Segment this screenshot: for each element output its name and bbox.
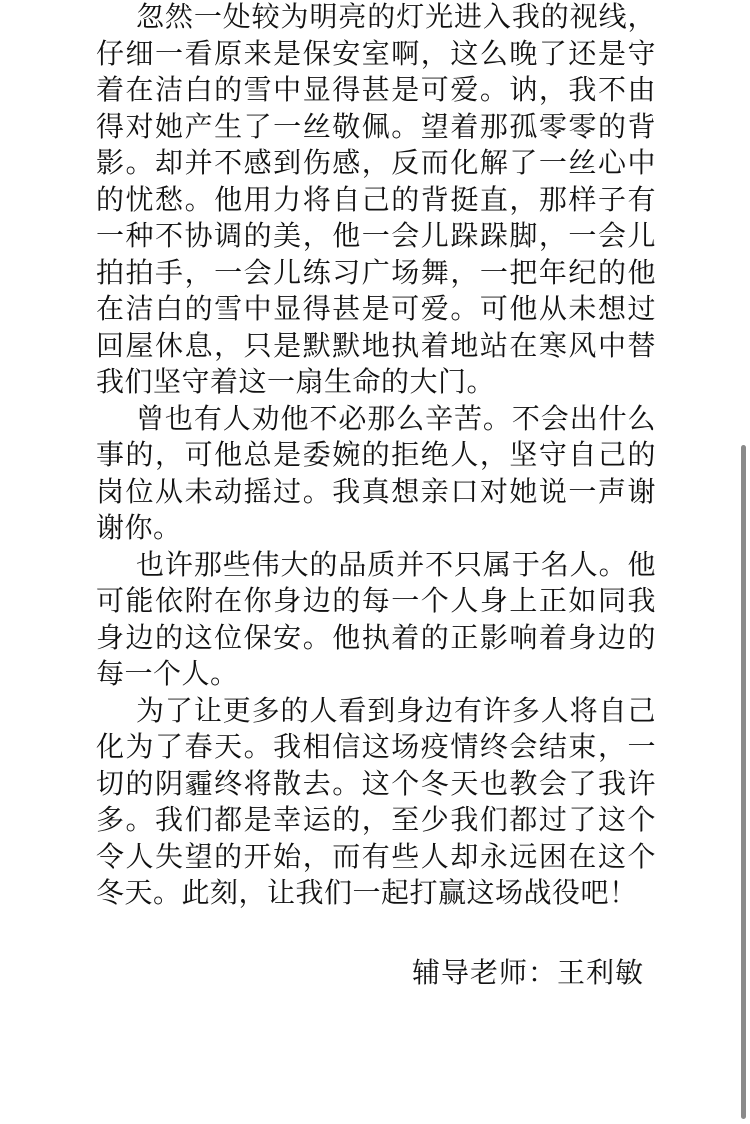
paragraph-1: 忽然一处较为明亮的灯光进入我的视线，仔细一看原来是保安室啊，这么晚了还是守着在洁白的雪中显得甚是可爱。讷，我不由得对她产生了一丝敬佩。望着那孤零零的背影。却并不感到伤感，反而化解了一丝心中的忧愁。他用力将自己的背挺直，那样子有一种不协调的美，他一会儿跺跺脚，一会儿拍拍手，一会儿练习广场舞，一把年纪的他在洁白的雪中显得甚是可爱。可他从未想过回屋休息，只是默默地执着地站在寒风中替我们坚守着这一扇生命的大门。 <box>96 0 656 398</box>
paragraph-4: 为了让更多的人看到身边有许多人将自己化为了春天。我相信这场疫情终会结束，一切的阴霾终将散去。这个冬天也教会了我许多。我们都是幸运的，至少我们都过了这个令人失望的开始，而有些人却永远困在这个冬天。此刻，让我们一起打赢这场战役吧！ <box>96 693 656 909</box>
article-body <box>96 0 656 912</box>
advisor-signature: 辅导老师：王利敏 <box>411 956 644 989</box>
vertical-scrollbar[interactable] <box>741 445 746 1119</box>
paragraph-3: 也许那些伟大的品质并不只属于名人。他可能依附在你身边的每一个人身上正如同我身边的这位保安。他执着的正影响着身边的每一个人。 <box>96 547 656 690</box>
paragraph-2: 曾也有人劝他不必那么辛苦。不会出什么事的，可他总是委婉的拒绝人，坚守自己的岗位从未动摇过。我真想亲口对她说一声谢谢你。 <box>96 401 656 544</box>
